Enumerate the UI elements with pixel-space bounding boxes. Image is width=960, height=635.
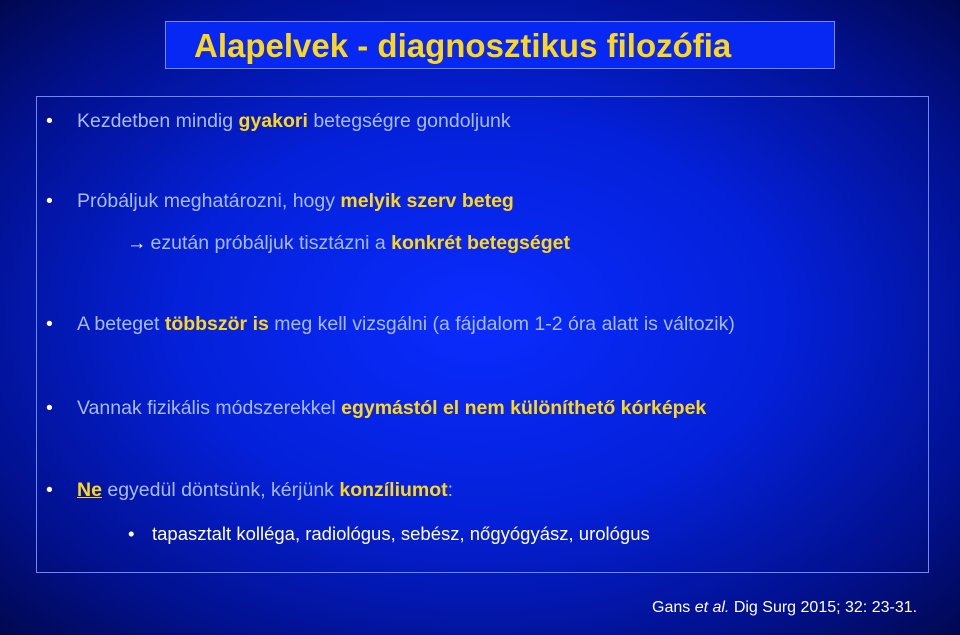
bullet-item-4: • Vannak fizikális módszerekkel egymástól el nem különíthető kórképek [46, 397, 707, 419]
citation: Gans et al. Dig Surg 2015; 32: 23-31. [652, 599, 918, 616]
slide-title: Alapelvek - diagnosztikus filozófia [194, 27, 732, 64]
bullet-icon: • [128, 523, 135, 544]
title-box [165, 21, 835, 69]
bullet-item-2: • Próbáljuk meghatározni, hogy melyik szerv beteg [46, 190, 514, 212]
bullet-icon: • [46, 190, 53, 212]
arrow-item: → ezután próbáljuk tisztázni a konkrét betegséget [127, 232, 570, 254]
bullet-item-1: • Kezdetben mindig gyakori betegségre gondoljunk [46, 110, 511, 132]
bullet-icon: • [46, 397, 53, 419]
bullet-icon: • [46, 479, 53, 501]
bullet-item-5: • Ne egyedül döntsünk, kérjünk konzíliumot: [46, 479, 454, 501]
arrow-right-icon: → [127, 232, 147, 254]
bullet-icon: • [46, 313, 53, 335]
bullet-item-3: • A beteget többször is meg kell vizsgálni (a fájdalom 1-2 óra alatt is változik) [46, 313, 735, 335]
bullet-icon: • [46, 110, 53, 132]
sub-bullet-item: • tapasztalt kolléga, radiológus, sebész, nőgyógyász, urológus [128, 523, 650, 544]
